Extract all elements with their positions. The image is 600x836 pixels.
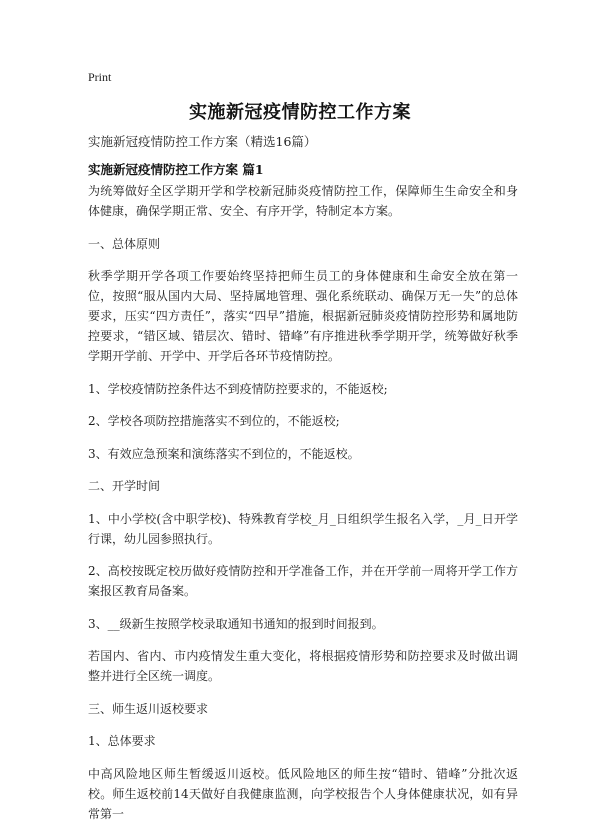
body-paragraph: 中高风险地区师生暂缓返川返校。低风险地区的师生按“错时、错峰”分批次返校。师生返校前14天做好自我健康监测，向学校报告个人身体健康状况，如有异常第一 xyxy=(88,766,518,821)
section-heading: 实施新冠疫情防控工作方案 篇1 xyxy=(88,162,264,177)
body-paragraph: 若国内、省内、市内疫情发生重大变化，将根据疫情形势和防控要求及时做出调整并进行全区统一调度。 xyxy=(88,649,518,683)
document-title: 实施新冠疫情防控工作方案 xyxy=(189,102,411,123)
list-item: 1、中小学校(含中职学校)、特殊教育学校_月_日组织学生报名入学，_月_日开学行课，幼儿园参照执行。 xyxy=(88,511,518,546)
section-heading-general-principles: 一、总体原则 xyxy=(88,236,161,251)
body-paragraph: 秋季学期开学各项工作要始终坚持把师生员工的身体健康和生命安全放在第一位，按照“服从国内大局、坚持属地管理、强化系统联动、确保万无一失”的总体要求，压实“四方责任”，落实“四早”措施，根据新冠肺炎疫情防控形势和属地防控要求，“错区域、错层次、错时、错峰”有序推进秋季学期开学，统筹做好秋季学期开学前、开学中、开学后各环节疫情防控。 xyxy=(88,269,518,363)
list-item: 1、学校疫情防控条件达不到疫情防控要求的，不能返校; xyxy=(88,381,388,396)
list-item: 3、__级新生按照学校录取通知书通知的报到时间报到。 xyxy=(88,616,384,631)
document-body xyxy=(88,181,518,836)
list-item: 2、高校按既定校历做好疫情防控和开学准备工作，并在开学前一周将开学工作方案报区教育局备案。 xyxy=(88,564,518,598)
body-paragraph: 为统筹做好全区学期开学和学校新冠肺炎疫情防控工作，保障师生生命安全和身体健康，确保学期正常、安全、有序开学，特制定本方案。 xyxy=(88,184,518,218)
section-heading-school-start-time: 二、开学时间 xyxy=(88,479,161,493)
section-heading-return-requirements: 三、师生返川返校要求 xyxy=(88,701,209,716)
subsection-heading: 1、总体要求 xyxy=(88,734,156,748)
list-item: 2、学校各项防控措施落实不到位的，不能返校; xyxy=(88,414,340,428)
print-link[interactable]: Print xyxy=(88,70,112,84)
document-subtitle: 实施新冠疫情防控工作方案（精选16篇） xyxy=(88,134,317,149)
list-item: 3、有效应急预案和演练落实不到位的，不能返校。 xyxy=(88,446,360,461)
